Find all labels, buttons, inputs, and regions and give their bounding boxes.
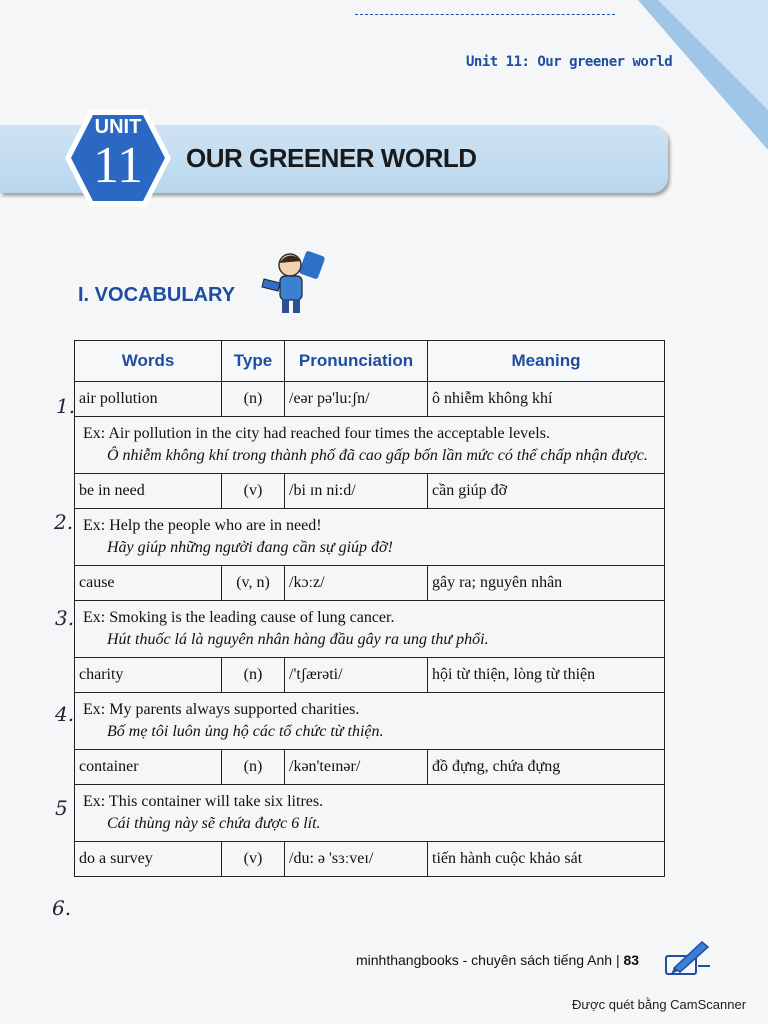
vocab-row — [75, 750, 665, 785]
example-row — [75, 693, 665, 750]
word-cell: air pollution — [75, 382, 222, 417]
example-english: Ex: This container will take six litres. — [83, 793, 324, 810]
vocab-row — [75, 382, 665, 417]
example-cell — [75, 509, 665, 566]
scanner-watermark: Được quét bằng CamScanner — [572, 997, 747, 1012]
meaning-cell: cần giúp đỡ — [428, 474, 665, 509]
vocabulary-table — [74, 340, 665, 877]
example-row — [75, 601, 665, 658]
word-cell: cause — [75, 566, 222, 601]
mascot-illustration — [258, 245, 330, 317]
meaning-cell: ô nhiễm không khí — [428, 382, 665, 417]
example-vietnamese: Hút thuốc lá là nguyên nhân hàng đầu gây ra ung thư phổi. — [107, 631, 489, 648]
table-header-row — [75, 341, 665, 382]
example-cell — [75, 601, 665, 658]
handwritten-number: 5 — [55, 796, 68, 820]
handwritten-number: 6. — [52, 896, 72, 920]
example-vietnamese: Hãy giúp những người đang cần sự giúp đỡ! — [107, 539, 393, 556]
footer-publisher: minhthangbooks - chuyên sách tiếng Anh | — [356, 952, 620, 968]
header-words: Words — [75, 341, 222, 382]
unit-number: 11 — [92, 137, 144, 194]
pronunciation-cell: /'tʃærəti/ — [285, 658, 428, 693]
example-cell — [75, 785, 665, 842]
example-row — [75, 785, 665, 842]
pronunciation-cell: /kɔːz/ — [285, 566, 428, 601]
example-vietnamese: Cái thùng này sẽ chứa được 6 lít. — [107, 815, 321, 832]
handwritten-number: 3. — [55, 606, 75, 630]
header-pronunciation: Pronunciation — [285, 341, 428, 382]
handwritten-number: 2. — [54, 510, 74, 534]
vocab-row — [75, 566, 665, 601]
pronunciation-cell: /du: ə 'sɜːveɪ/ — [285, 842, 428, 877]
example-cell — [75, 417, 665, 474]
example-row — [75, 417, 665, 474]
unit-label: UNIT — [94, 116, 142, 138]
page-number: 83 — [623, 952, 640, 968]
vocab-row — [75, 658, 665, 693]
example-vietnamese: Ô nhiễm không khí trong thành phố đã cao gấp bốn lần mức có thể chấp nhận được. — [107, 447, 648, 464]
meaning-cell: hội từ thiện, lòng từ thiện — [428, 658, 665, 693]
unit-title: OUR GREENER WORLD — [186, 143, 477, 173]
meaning-cell: gây ra; nguyên nhân — [428, 566, 665, 601]
example-english: Ex: Smoking is the leading cause of lung cancer. — [83, 609, 395, 626]
example-vietnamese: Bố mẹ tôi luôn ủng hộ các tổ chức từ thiện. — [107, 723, 384, 740]
section-title: I. VOCABULARY — [78, 284, 236, 306]
running-head: Unit 11: Our greener world — [466, 54, 673, 70]
example-row — [75, 509, 665, 566]
pen-icon — [662, 938, 714, 978]
example-cell — [75, 693, 665, 750]
type-cell: (n) — [222, 382, 285, 417]
meaning-cell: tiến hành cuộc khảo sát — [428, 842, 665, 877]
handwritten-number: 4. — [55, 702, 75, 726]
pronunciation-cell: /kən'teɪnər/ — [285, 750, 428, 785]
pronunciation-cell: /eər pə'lu:ʃn/ — [285, 382, 428, 417]
meaning-cell: đồ đựng, chứa đựng — [428, 750, 665, 785]
type-cell: (v) — [222, 842, 285, 877]
vocab-row — [75, 842, 665, 877]
word-cell: charity — [75, 658, 222, 693]
header-meaning: Meaning — [428, 341, 665, 382]
vocab-row — [75, 474, 665, 509]
type-cell: (v) — [222, 474, 285, 509]
word-cell: do a survey — [75, 842, 222, 877]
page-footer — [356, 952, 639, 968]
header-dashed-line — [355, 14, 615, 15]
example-english: Ex: Help the people who are in need! — [83, 517, 322, 534]
type-cell: (v, n) — [222, 566, 285, 601]
word-cell: container — [75, 750, 222, 785]
pronunciation-cell: /bi ɪn ni:d/ — [285, 474, 428, 509]
example-english: Ex: My parents always supported charities. — [83, 701, 360, 718]
header-type: Type — [222, 341, 285, 382]
type-cell: (n) — [222, 750, 285, 785]
word-cell: be in need — [75, 474, 222, 509]
example-english: Ex: Air pollution in the city had reached four times the acceptable levels. — [83, 425, 550, 442]
type-cell: (n) — [222, 658, 285, 693]
handwritten-number: 1. — [56, 394, 76, 418]
unit-badge — [62, 106, 174, 210]
